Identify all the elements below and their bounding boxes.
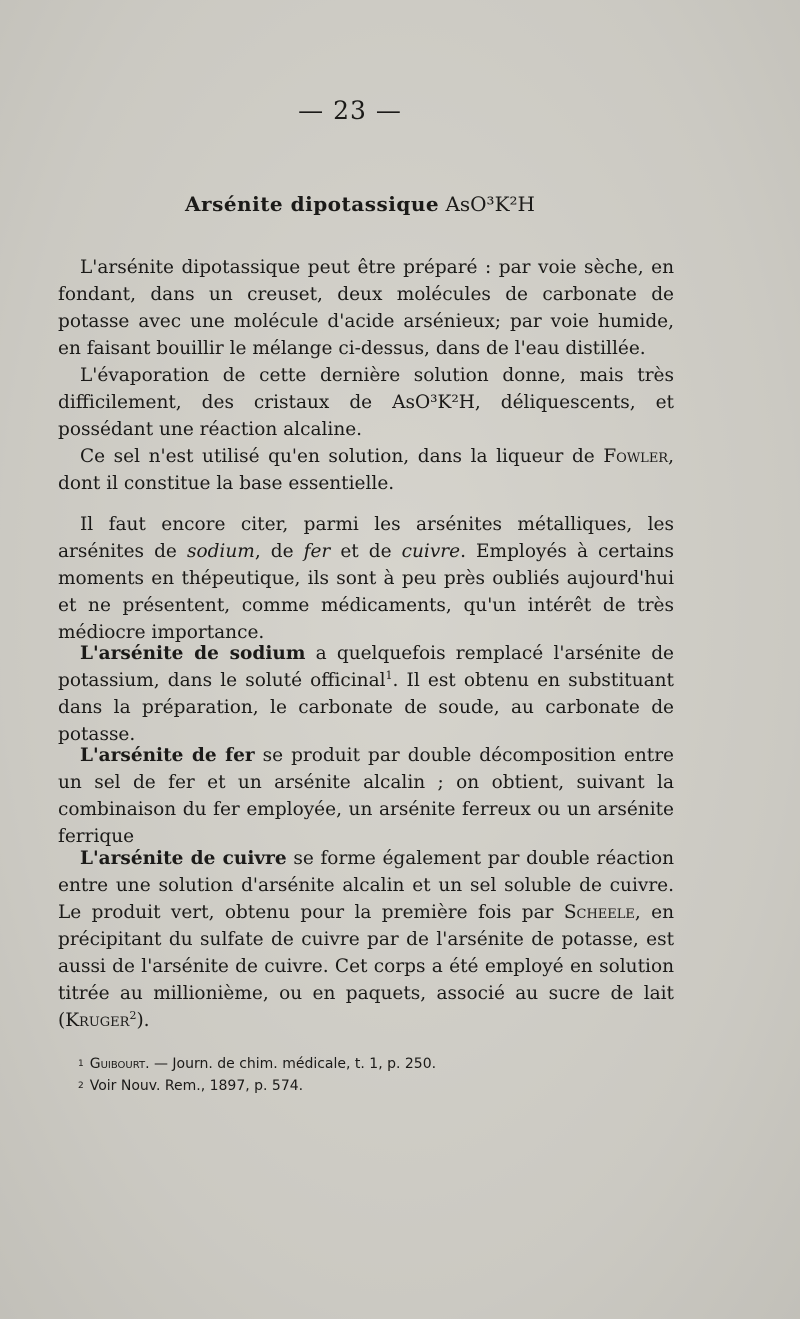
paragraph-group-dipotassique [58,254,674,497]
footnote-1 [78,1053,678,1075]
text-run: . Il est obtenu en substituant dans la préparation, le carbonate de soude, au carbonate de potasse. [58,670,674,745]
paragraph-arsenite-sodium [58,640,674,748]
run-in-heading-cuivre: L'arsénite de cuivre [80,848,287,869]
paragraph-metal-arsenites [58,511,674,646]
author-name-scheele: Scheele [563,902,635,923]
footnotes [78,1053,678,1097]
italic-term-cuivre: cuivre [401,541,461,562]
footnote-ref-1: 1 [385,668,393,682]
paragraph-arsenite-fer [58,742,674,850]
page-number: — 23 — [298,96,402,125]
footnote-mark: 1 [78,1059,84,1069]
paragraph-group-fer [58,742,674,850]
section-title: Arsénite dipotassique [185,192,440,216]
text-run: , de [254,541,304,562]
paragraph-usage [58,443,674,497]
footnote-mark: 2 [78,1081,84,1091]
author-name-kruger: Kruger [65,1010,130,1031]
footnote-author: Guibourt [89,1056,146,1072]
section-heading [0,192,720,216]
text-run: se forme également par double réaction entre une solution d'arsénite alcalin et un sel soluble de cuivre. Le produit vert, obtenu pour la première fois par [58,848,674,923]
footnote-text: Voir Nouv. Rem., 1897, p. 574. [89,1078,304,1094]
text-run: , dont il constitue la base essentielle. [58,446,674,494]
text-run: . Employés à certains moments en thépeutique, ils sont à peu près oubliés aujourd'hui et ne présentent, comme médicaments, qu'un intérêt de très médiocre importance. [58,541,674,643]
author-name-fowler: Fowler [603,446,669,467]
chemical-formula: AsO³K²H [445,192,535,216]
run-in-heading-sodium: L'arsénite de sodium [80,643,306,664]
text-run: et de [330,541,402,562]
italic-term-fer: fer [303,541,331,562]
footnote-ref-2: 2 [129,1008,137,1022]
text-run: Ce sel n'est utilisé qu'en solution, dans la liqueur de [80,446,604,467]
text-run: a quelquefois remplacé l'arsénite de potassium, dans le soluté officinal [58,643,674,691]
text-run: Il faut encore citer, parmi les arsénites métalliques, les arsénites de [58,514,674,562]
paragraph-preparation: L'arsénite dipotassique peut être préparé : par voie sèche, en fondant, dans un creuset, deux molécules de carbonate de potasse avec une molécule d'acide arsénieux; par voie humide, en faisant bouillir le mélange ci-dessus, dans de l'eau distillée. [58,257,674,359]
paragraph-evaporation: L'évaporation de cette dernière solution donne, mais très difficilement, des cristaux de AsO³K²H, déliquescents, et possédant une réaction alcaline. [58,365,674,440]
paragraph-group-cuivre [58,845,674,1034]
paragraph-group-sodium [58,640,674,748]
footnote-text: . — Journ. de chim. médicale, t. 1, p. 250. [145,1056,437,1072]
run-in-heading-fer: L'arsénite de fer [80,745,255,766]
paragraph-group-metalliques [58,511,674,646]
footnote-2 [78,1075,678,1097]
paragraph-arsenite-cuivre [58,845,674,1034]
text-run: , en précipitant du sulfate de cuivre par de l'arsénite de potasse, est aussi de l'arsénite de cuivre. Cet corps a été employé en solution titrée au millionième, ou en paquets, associé au sucre de lait ( [58,902,674,1031]
italic-term-sodium: sodium [186,541,255,562]
text-run: ). [136,1010,150,1031]
text-run: se produit par double décomposition entre un sel de fer et un arsénite alcalin ; on obtient, suivant la combinaison du fer employée, un arsénite ferreux ou un arsénite ferrique [58,745,674,847]
